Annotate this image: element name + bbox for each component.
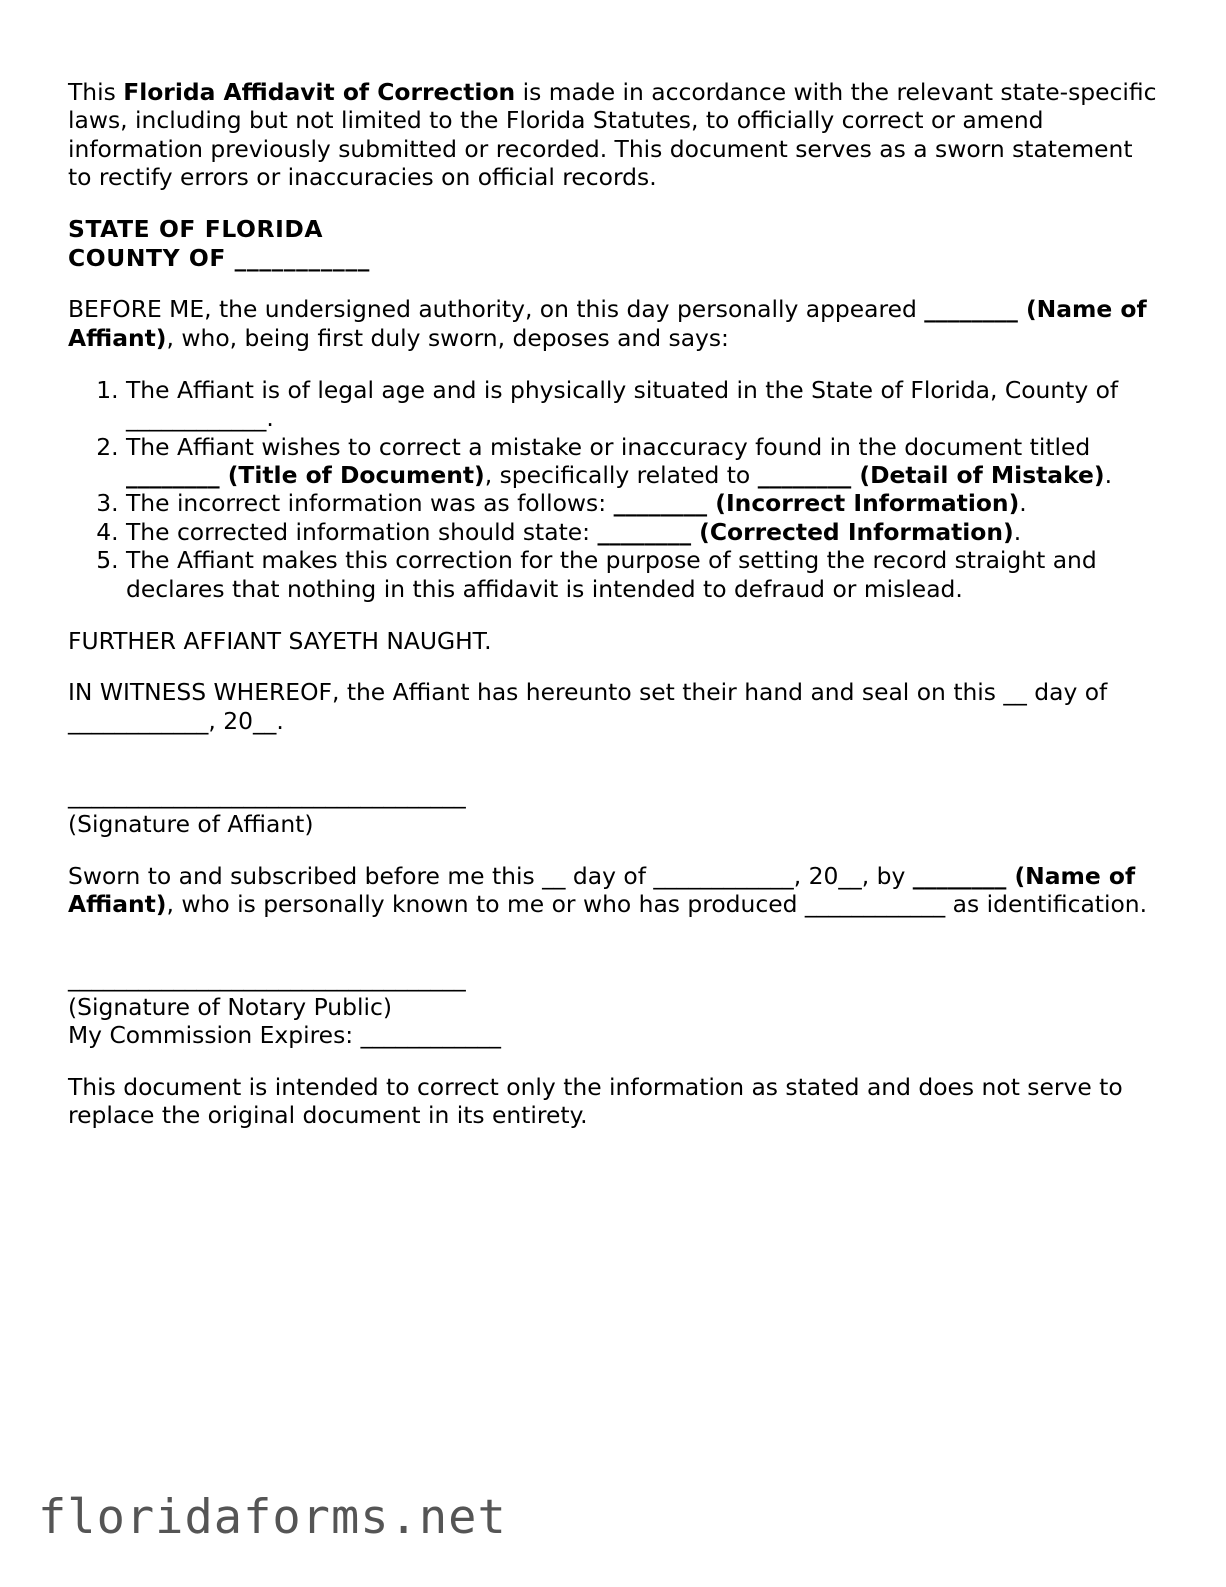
affidavit-document [68, 78, 1158, 1153]
commission-expires: My Commission Expires: ____________ [68, 1021, 501, 1050]
sworn-paragraph: Sworn to and subscribed before me this __ day of ____________, 20__, by ________ (Name of Affiant), who is personally known to me or who has produced ____________ as identification. [68, 861, 1148, 918]
venue-heading [68, 215, 1158, 272]
list-item: 4. The corrected information should state: ________ (Corrected Information). [126, 518, 1158, 546]
intro-paragraph: This Florida Affidavit of Correction is made in accordance with the relevant state-specific laws, including but not limited to the Florida Statutes, to officially correct or amend information previously submitted or recorded. This document serves as a sworn statement to rectify errors or inaccuracies on official records. [68, 78, 1157, 192]
witness-paragraph: IN WITNESS WHEREOF, the Affiant has hereunto set their hand and seal on this __ day of ____________, 20__. [68, 678, 1108, 735]
affiant-name-label: (Name of Affiant) [68, 295, 1147, 352]
affiant-signature-label: (Signature of Affiant) [68, 809, 314, 838]
affiant-name-blank: ________ [924, 295, 1018, 324]
affiant-signature-line: __________________________________ [68, 781, 466, 810]
list-item: 1. The Affiant is of legal age and is physically situated in the State of Florida, County of ____________. [126, 376, 1158, 433]
notary-signature-line: __________________________________ [68, 964, 466, 993]
list-item: 3. The incorrect information was as follows: ________ (Incorrect Information). [126, 489, 1158, 517]
before-me-paragraph: BEFORE ME, the undersigned authority, on this day personally appeared ________ (Name of Affiant), who, being first duly sworn, deposes and says: [68, 295, 1147, 352]
county-line: COUNTY OF ___________ [68, 243, 370, 272]
state-line: STATE OF FLORIDA [68, 215, 324, 244]
closing-paragraph: This document is intended to correct only the information as stated and does not serve to replace the original document in its entirety. [68, 1073, 1123, 1130]
notary-signature-label: (Signature of Notary Public) [68, 992, 392, 1021]
footer-brand-watermark: floridaforms.net [38, 1490, 507, 1545]
list-item: 2. The Affiant wishes to correct a mistake or inaccuracy found in the document titled ________ (Title of Document), specifically related to ________ (Detail of Mistake). [126, 433, 1158, 490]
list-item: 5. The Affiant makes this correction for the purpose of setting the record straight and declares that nothing in this affidavit is intended to defraud or mislead. [126, 546, 1158, 603]
document-title: Florida Affidavit of Correction [123, 78, 516, 106]
notary-signature-block [68, 964, 1158, 1049]
affiant-signature-block [68, 781, 1158, 838]
statements-list [68, 376, 1158, 603]
further-affiant-statement: FURTHER AFFIANT SAYETH NAUGHT. [68, 626, 492, 655]
